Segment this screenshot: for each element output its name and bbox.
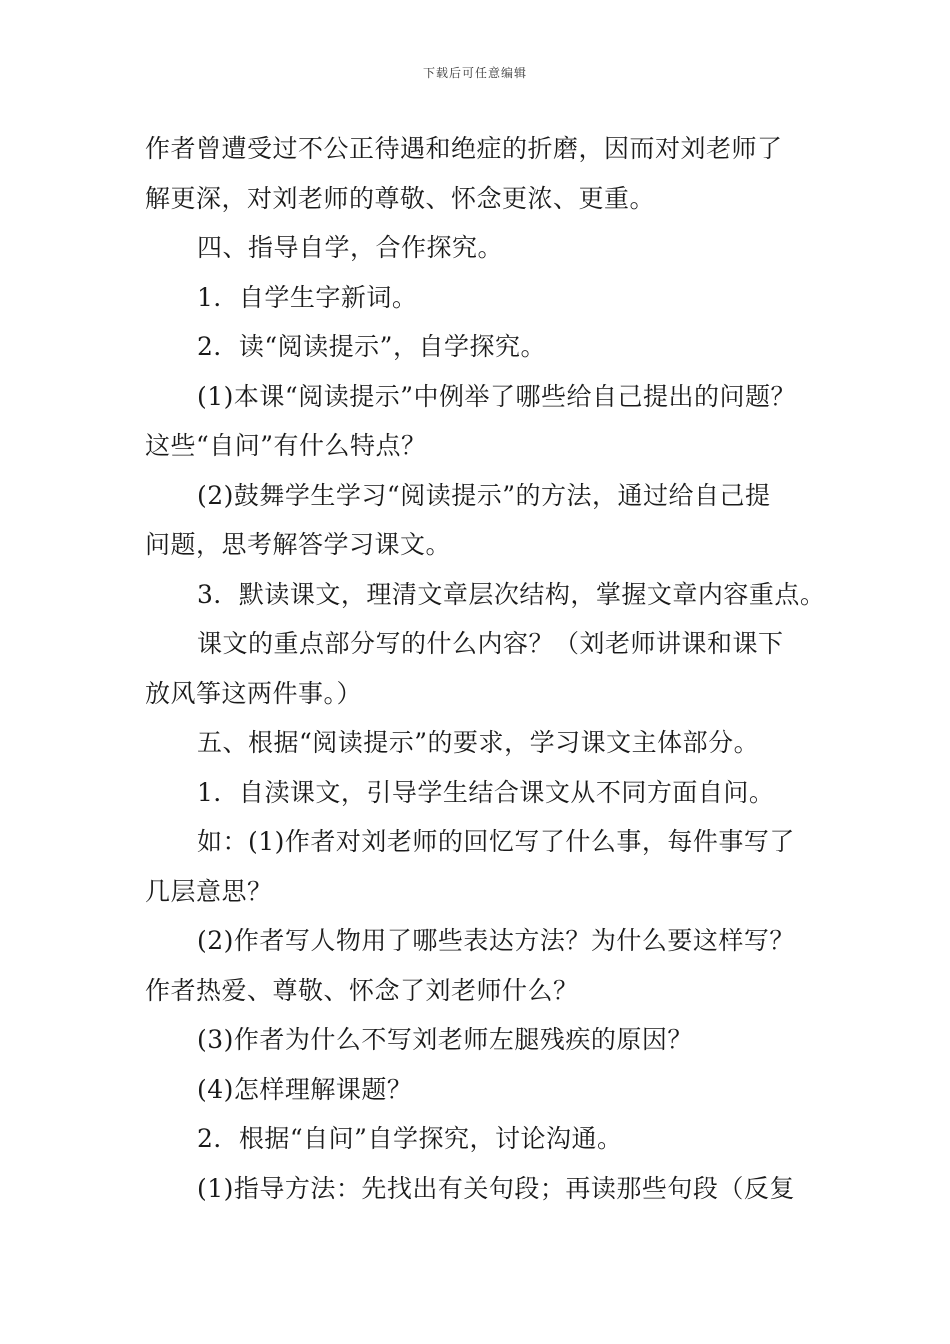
text-line: (4)怎样理解课题？ — [197, 1074, 413, 1104]
text-line: 作者热爱、尊敬、怀念了刘老师什么？ — [145, 975, 579, 1005]
list-item: 2．读“阅读提示”，自学探究。 — [197, 332, 546, 361]
section-heading: 五、根据“阅读提示”的要求，学习课文主体部分。 — [197, 728, 760, 757]
text-line: 这些“自问”有什么特点？ — [145, 431, 427, 460]
text-line: 放风筝这两件事。） — [145, 678, 363, 708]
text-line: (2)作者写人物用了哪些表达方法？为什么要这样写？ — [197, 926, 795, 955]
list-item: 1．自渎课文，引导学生结合课文从不同方面自问。 — [197, 777, 775, 807]
text-line: 课文的重点部分写的什么内容？（刘老师讲课和课下 — [197, 629, 784, 658]
text-line: (3)作者为什么不写刘老师左腿残疾的原因？ — [197, 1025, 693, 1054]
text-line: (2)鼓舞学生学习“阅读提示”的方法，通过给自己提 — [197, 480, 771, 510]
text-line: (1)本课“阅读提示”中例举了哪些给自己提出的问题？ — [197, 381, 796, 411]
text-line: 几层意思？ — [145, 876, 273, 906]
list-item: 3．默读课文，理清文章层次结构，掌握文章内容重点。 — [197, 579, 826, 609]
document-body — [145, 124, 825, 1213]
text-line: (1)指导方法：先找出有关句段；再读那些句段（反复 — [197, 1173, 795, 1203]
text-line: 作者曾遭受过不公正待遇和绝症的折磨，因而对刘老师了 — [145, 134, 783, 163]
list-item: 2．根据“自问”自学探究，讨论沟通。 — [197, 1124, 623, 1153]
text-line: 解更深，对刘老师的尊敬、怀念更浓、更重。 — [145, 183, 656, 213]
section-heading: 四、指导自学，合作探究。 — [197, 233, 504, 262]
text-line: 问题，思考解答学习课文。 — [145, 530, 452, 559]
page-header: 下载后可任意编辑 — [422, 66, 527, 80]
text-line: 如：(1)作者对刘老师的回忆写了什么事，每件事写了 — [197, 827, 795, 856]
list-item: 1．自学生字新词。 — [197, 282, 418, 312]
